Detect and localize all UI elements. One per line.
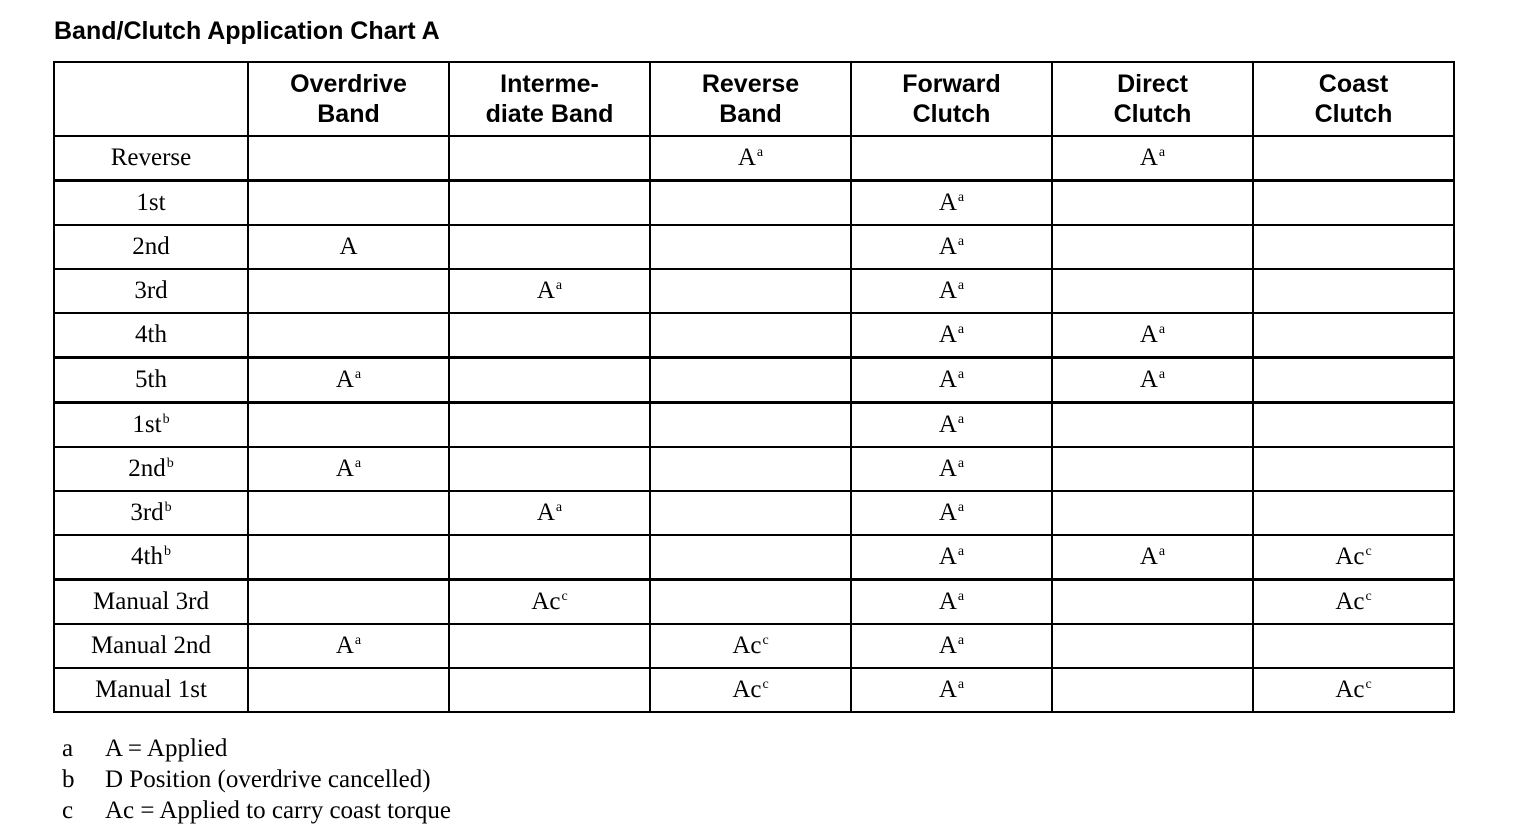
column-header-coast-clutch	[1253, 62, 1454, 136]
application-value: A	[938, 543, 957, 570]
application-cell	[248, 181, 449, 226]
application-cell	[449, 269, 650, 313]
application-cell	[1052, 136, 1253, 181]
column-header-line: Clutch	[912, 100, 991, 128]
band-clutch-table	[53, 61, 1455, 713]
table-body	[54, 136, 1454, 712]
application-value: A	[339, 233, 358, 260]
application-value: A	[938, 411, 957, 438]
footnote-ref: a	[957, 412, 965, 427]
application-value: Ac	[531, 588, 561, 615]
footnote-ref: a	[1158, 544, 1166, 559]
row-label: 3rd	[130, 499, 164, 526]
column-header-line: Forward	[902, 70, 1001, 98]
application-cell	[1253, 358, 1454, 403]
application-cell	[248, 491, 449, 535]
application-value: A	[1139, 321, 1158, 348]
application-cell	[449, 181, 650, 226]
footnote-ref: a	[756, 145, 764, 160]
application-cell	[1253, 403, 1454, 448]
table-row	[54, 624, 1454, 668]
column-header-line: Band	[719, 100, 782, 128]
row-label-cell	[54, 668, 248, 712]
row-label: 2nd	[132, 233, 170, 260]
application-cell	[851, 358, 1052, 403]
row-label: 4th	[131, 543, 163, 570]
application-cell	[449, 668, 650, 712]
row-label: Manual 3rd	[93, 588, 209, 615]
application-cell	[248, 580, 449, 625]
footnote-ref: a	[957, 456, 965, 471]
column-header-line: Clutch	[1113, 100, 1192, 128]
row-label-cell	[54, 491, 248, 535]
application-cell	[650, 225, 851, 269]
application-value: A	[335, 632, 354, 659]
row-label-cell	[54, 269, 248, 313]
footnote-text: Ac = Applied to carry coast torque	[105, 797, 451, 824]
row-label: 1st	[132, 411, 162, 438]
application-value: A	[335, 455, 354, 482]
application-cell	[1253, 624, 1454, 668]
application-cell	[1052, 491, 1253, 535]
application-cell	[851, 313, 1052, 358]
application-cell	[650, 535, 851, 580]
footnote-ref: a	[957, 190, 965, 205]
application-value: A	[938, 366, 957, 393]
footnote-ref: b	[162, 412, 170, 427]
application-cell	[1052, 535, 1253, 580]
footnote-ref: a	[354, 367, 362, 382]
application-cell	[1253, 181, 1454, 226]
application-cell	[1052, 225, 1253, 269]
footnote-item	[62, 764, 451, 795]
column-header-line: Reverse	[701, 70, 800, 98]
application-cell	[1052, 358, 1253, 403]
application-cell	[650, 313, 851, 358]
application-cell	[851, 181, 1052, 226]
application-cell	[248, 624, 449, 668]
column-header-line: Clutch	[1314, 100, 1393, 128]
application-cell	[851, 403, 1052, 448]
application-cell	[449, 313, 650, 358]
application-cell	[449, 535, 650, 580]
row-label: 4th	[135, 321, 167, 348]
table-row	[54, 181, 1454, 226]
application-cell	[1052, 580, 1253, 625]
application-value: A	[938, 233, 957, 260]
application-cell	[248, 358, 449, 403]
column-header-line: Direct	[1117, 70, 1188, 98]
application-cell	[1052, 313, 1253, 358]
row-label-cell	[54, 580, 248, 625]
application-value: A	[938, 588, 957, 615]
footnote-mark: a	[62, 735, 74, 762]
footnote-ref: c	[1365, 677, 1372, 692]
application-value: A	[1139, 144, 1158, 171]
table-row	[54, 403, 1454, 448]
chart-title: Band/Clutch Application Chart A	[54, 17, 440, 45]
application-cell	[449, 358, 650, 403]
application-cell	[851, 269, 1052, 313]
application-value: A	[536, 499, 555, 526]
column-header-line: Overdrive	[290, 70, 407, 98]
application-value: A	[938, 455, 957, 482]
footnote-ref: c	[762, 677, 769, 692]
application-cell	[650, 269, 851, 313]
application-value: A	[1139, 366, 1158, 393]
application-cell	[650, 624, 851, 668]
footnote-text: D Position (overdrive cancelled)	[105, 766, 431, 793]
table-row	[54, 535, 1454, 580]
row-label-cell	[54, 358, 248, 403]
application-cell	[1253, 269, 1454, 313]
application-cell	[650, 403, 851, 448]
table-row	[54, 668, 1454, 712]
application-value: A	[1139, 543, 1158, 570]
row-label-cell	[54, 225, 248, 269]
footnote-ref: a	[957, 500, 965, 515]
footnote-ref: b	[164, 500, 172, 515]
application-cell	[1052, 181, 1253, 226]
application-cell	[1253, 668, 1454, 712]
footnote-ref: a	[957, 633, 965, 648]
application-value: A	[335, 366, 354, 393]
table-row	[54, 269, 1454, 313]
application-cell	[1052, 624, 1253, 668]
application-cell	[248, 136, 449, 181]
application-cell	[449, 624, 650, 668]
application-cell	[851, 447, 1052, 491]
application-cell	[1253, 136, 1454, 181]
application-cell	[650, 491, 851, 535]
footnote-ref: a	[957, 234, 965, 249]
footnote-ref: a	[354, 633, 362, 648]
table-row	[54, 313, 1454, 358]
application-cell	[851, 535, 1052, 580]
column-header-forward-clutch	[851, 62, 1052, 136]
footnote-ref: a	[1158, 322, 1166, 337]
row-label-cell	[54, 624, 248, 668]
application-value: A	[938, 277, 957, 304]
column-header-intermediate-band	[449, 62, 650, 136]
footnote-ref: a	[555, 278, 563, 293]
footnote-ref: a	[957, 322, 965, 337]
application-value: Ac	[1335, 588, 1365, 615]
application-cell	[248, 447, 449, 491]
row-label: 3rd	[134, 277, 168, 304]
row-label-cell	[54, 181, 248, 226]
table-row	[54, 447, 1454, 491]
column-header-line: Band	[317, 100, 380, 128]
column-header-direct-clutch	[1052, 62, 1253, 136]
application-cell	[1052, 668, 1253, 712]
footnote-ref: a	[1158, 367, 1166, 382]
application-value: A	[938, 189, 957, 216]
application-cell	[851, 668, 1052, 712]
footnote-ref: a	[957, 544, 965, 559]
table-row	[54, 358, 1454, 403]
column-header-line: diate Band	[485, 100, 614, 128]
footnote-ref: b	[166, 456, 174, 471]
header-row	[54, 62, 1454, 136]
application-cell	[449, 225, 650, 269]
application-cell	[650, 447, 851, 491]
application-value: Ac	[1335, 543, 1365, 570]
application-cell	[650, 358, 851, 403]
application-cell	[650, 136, 851, 181]
application-cell	[1052, 403, 1253, 448]
footnote-ref: c	[762, 633, 769, 648]
application-value: A	[938, 499, 957, 526]
application-cell	[851, 580, 1052, 625]
footnotes	[62, 733, 451, 826]
application-cell	[248, 535, 449, 580]
row-label: 1st	[136, 189, 166, 216]
footnote-ref: c	[1365, 589, 1372, 604]
application-value: Ac	[732, 676, 762, 703]
footnote-mark: b	[62, 766, 75, 793]
application-cell	[851, 624, 1052, 668]
header-corner-cell	[54, 62, 248, 136]
table-row	[54, 225, 1454, 269]
column-header-line: Coast	[1318, 70, 1389, 98]
application-cell	[1253, 580, 1454, 625]
application-cell	[248, 668, 449, 712]
application-cell	[248, 225, 449, 269]
application-value: A	[938, 632, 957, 659]
application-cell	[1052, 447, 1253, 491]
application-cell	[449, 447, 650, 491]
row-label: Manual 1st	[95, 676, 207, 703]
application-cell	[248, 403, 449, 448]
table-row	[54, 136, 1454, 181]
row-label: 2nd	[128, 455, 166, 482]
application-cell	[650, 181, 851, 226]
application-cell	[851, 136, 1052, 181]
footnote-mark: c	[62, 797, 74, 824]
application-cell	[449, 136, 650, 181]
row-label-cell	[54, 136, 248, 181]
row-label-cell	[54, 403, 248, 448]
application-cell	[1253, 313, 1454, 358]
application-cell	[650, 580, 851, 625]
application-cell	[851, 225, 1052, 269]
application-cell	[650, 668, 851, 712]
footnote-ref: a	[957, 677, 965, 692]
row-label: Manual 2nd	[90, 632, 212, 659]
footnote-ref: b	[163, 544, 171, 559]
row-label-cell	[54, 313, 248, 358]
footnote-item	[62, 795, 451, 826]
application-cell	[248, 313, 449, 358]
application-cell	[449, 580, 650, 625]
application-cell	[248, 269, 449, 313]
application-cell	[449, 491, 650, 535]
application-value: A	[938, 321, 957, 348]
row-label-cell	[54, 535, 248, 580]
application-cell	[1253, 535, 1454, 580]
application-value: Ac	[732, 632, 762, 659]
column-header-reverse-band	[650, 62, 851, 136]
footnote-ref: a	[957, 278, 965, 293]
footnote-item	[62, 733, 451, 764]
column-header-overdrive-band	[248, 62, 449, 136]
footnote-ref: a	[1158, 145, 1166, 160]
application-value: A	[536, 277, 555, 304]
footnote-ref: c	[1365, 544, 1372, 559]
application-value: A	[938, 676, 957, 703]
application-cell	[1253, 491, 1454, 535]
application-value: Ac	[1335, 676, 1365, 703]
row-label: Reverse	[110, 144, 192, 171]
footnote-text: A = Applied	[105, 735, 228, 762]
application-cell	[1253, 447, 1454, 491]
application-cell	[1052, 269, 1253, 313]
footnote-ref: a	[555, 500, 563, 515]
footnote-ref: a	[957, 367, 965, 382]
footnote-ref: a	[957, 589, 965, 604]
footnote-ref: c	[561, 589, 568, 604]
application-value: A	[737, 144, 756, 171]
row-label: 5th	[135, 366, 167, 393]
application-cell	[449, 403, 650, 448]
row-label-cell	[54, 447, 248, 491]
column-header-line: Interme-	[500, 70, 599, 98]
application-cell	[851, 491, 1052, 535]
application-cell	[1253, 225, 1454, 269]
table-row	[54, 491, 1454, 535]
table-row	[54, 580, 1454, 625]
footnote-ref: a	[354, 456, 362, 471]
